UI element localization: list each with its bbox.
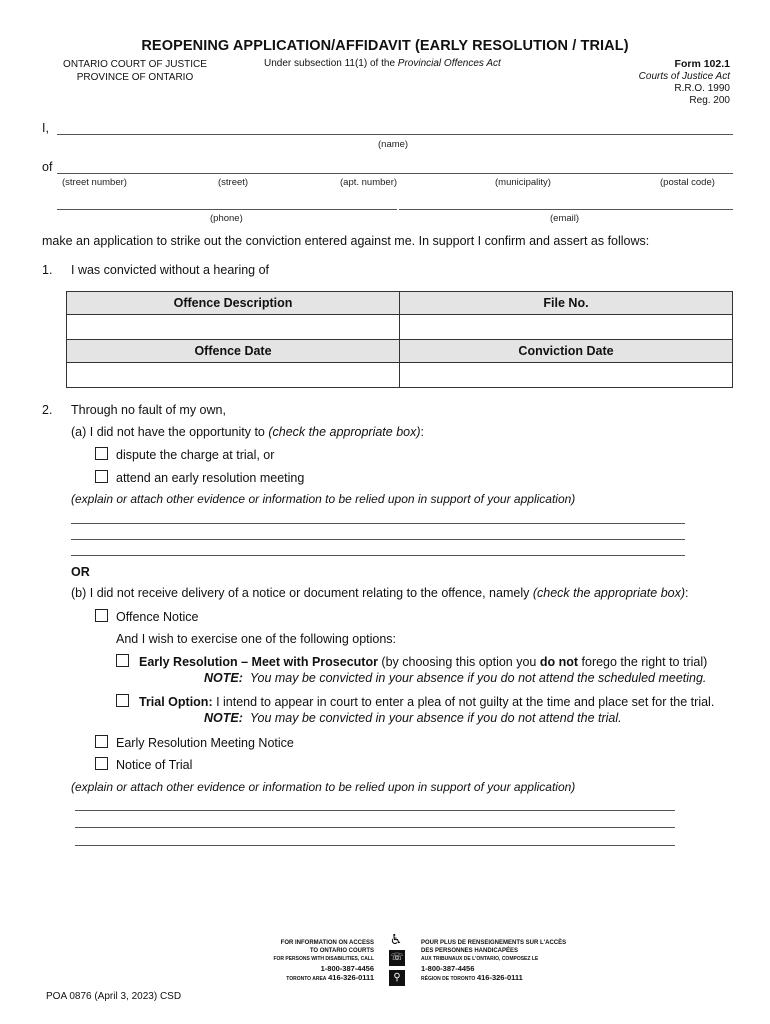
form-title: REOPENING APPLICATION/AFFIDAVIT (EARLY RESOLUTION / TRIAL) bbox=[141, 38, 629, 54]
explain-instruction-a: (explain or attach other evidence or information to be relied upon in support of your application) bbox=[71, 492, 576, 506]
attend-label: attend an early resolution meeting bbox=[116, 471, 305, 485]
name-label: (name) bbox=[378, 139, 409, 150]
early-resolution-text-1: (by choosing this option you bbox=[377, 655, 540, 669]
explain-line-a2[interactable] bbox=[71, 539, 685, 540]
offence-notice-label: Offence Notice bbox=[116, 610, 199, 624]
hearing-icon: ☏ bbox=[389, 950, 405, 966]
footer-fr-line-1: POUR PLUS DE RENSEIGNEMENTS SUR L'ACCÈS bbox=[421, 940, 567, 946]
postal-code-label: (postal code) bbox=[660, 177, 715, 188]
notice-of-trial-label: Notice of Trial bbox=[116, 758, 193, 772]
offence-description-field[interactable] bbox=[67, 315, 400, 340]
footer-en-toronto-label: TORONTO AREA bbox=[286, 976, 327, 982]
er-meeting-notice-label: Early Resolution Meeting Notice bbox=[116, 736, 294, 750]
option-dispute[interactable] bbox=[95, 447, 274, 462]
early-resolution-note-text: You may be convicted in your absence if you do not attend the scheduled meeting. bbox=[249, 671, 707, 685]
mobility-icon: ⚲ bbox=[389, 970, 405, 986]
explain-instruction-b: (explain or attach other evidence or information to be relied upon in support of your application) bbox=[71, 780, 576, 794]
intro-text: make an application to strike out the conviction entered against me. In support I confirm and assert as follows: bbox=[42, 234, 650, 248]
trial-option-text: I intend to appear in court to enter a plea of not guilty at the time and place set for the trial. bbox=[212, 695, 715, 709]
offence-description-header: Offence Description bbox=[67, 292, 400, 315]
option-trial[interactable] bbox=[116, 694, 714, 709]
of-label: of bbox=[42, 160, 53, 174]
footer-fr-line-3: AUX TRIBUNAUX DE L'ONTARIO, COMPOSEZ LE bbox=[421, 956, 539, 962]
section-1-number: 1. bbox=[42, 263, 53, 277]
footer-fr-toronto-label: RÉGION DE TORONTO bbox=[421, 976, 476, 982]
email-field[interactable] bbox=[399, 209, 733, 210]
offence-notice-checkbox[interactable] bbox=[95, 609, 108, 622]
early-resolution-note bbox=[204, 671, 706, 685]
form-code: POA 0876 (April 3, 2023) CSD bbox=[46, 991, 182, 1002]
part-b-suffix: : bbox=[685, 586, 689, 600]
form-number: Form 102.1 bbox=[674, 58, 730, 70]
regulation: Reg. 200 bbox=[689, 95, 730, 106]
i-label: I, bbox=[42, 121, 49, 135]
offence-date-field[interactable] bbox=[67, 363, 400, 388]
subsection-act: Provincial Offences Act bbox=[397, 58, 501, 69]
or-label: OR bbox=[71, 565, 90, 579]
wheelchair-icon: ♿ bbox=[389, 931, 403, 947]
part-a-text bbox=[71, 425, 424, 439]
rro: R.R.O. 1990 bbox=[674, 83, 730, 94]
part-b-prefix: (b) I did not receive delivery of a notice or document relating to the offence, namely bbox=[71, 586, 533, 600]
offence-date-header: Offence Date bbox=[67, 340, 400, 363]
option-notice-of-trial[interactable] bbox=[95, 757, 192, 772]
note-label-2: NOTE: bbox=[204, 711, 243, 725]
trial-note-text: You may be convicted in your absence if you do not attend the trial. bbox=[249, 711, 622, 725]
option-er-meeting-notice[interactable] bbox=[95, 735, 294, 750]
email-label: (email) bbox=[550, 213, 580, 224]
early-resolution-checkbox[interactable] bbox=[116, 654, 129, 667]
explain-line-b2[interactable] bbox=[75, 827, 675, 828]
er-meeting-notice-checkbox[interactable] bbox=[95, 735, 108, 748]
explain-line-b1[interactable] bbox=[75, 810, 675, 811]
court-line-2: PROVINCE OF ONTARIO bbox=[76, 72, 194, 83]
footer-english bbox=[260, 939, 374, 983]
trial-option-checkbox[interactable] bbox=[116, 694, 129, 707]
dispute-label: dispute the charge at trial, or bbox=[116, 448, 275, 462]
accessibility-icons bbox=[389, 932, 407, 986]
explain-line-b3[interactable] bbox=[75, 845, 675, 846]
part-b-italic: (check the appropriate box) bbox=[532, 586, 686, 600]
phone-field[interactable] bbox=[57, 209, 397, 210]
section-2-text: Through no fault of my own, bbox=[71, 403, 226, 417]
part-a-prefix: (a) I did not have the opportunity to bbox=[71, 425, 269, 439]
name-field[interactable] bbox=[57, 134, 733, 135]
municipality-label: (municipality) bbox=[495, 177, 551, 188]
footer-fr-toronto-phone: 416-326-0111 bbox=[476, 973, 523, 982]
conviction-date-field[interactable] bbox=[400, 363, 733, 388]
act-name: Courts of Justice Act bbox=[638, 71, 730, 82]
note-label-1: NOTE: bbox=[204, 671, 243, 685]
early-resolution-do-not: do not bbox=[539, 655, 579, 669]
subsection-prefix: Under subsection 11(1) of the bbox=[264, 58, 398, 69]
court-name bbox=[40, 58, 230, 84]
file-no-field[interactable] bbox=[400, 315, 733, 340]
trial-note bbox=[204, 711, 622, 725]
footer-en-line-3: FOR PERSONS WITH DISABILITIES, CALL bbox=[273, 956, 374, 962]
apt-number-label: (apt. number) bbox=[340, 177, 398, 188]
explain-line-a1[interactable] bbox=[71, 523, 685, 524]
footer-french bbox=[421, 939, 571, 983]
subsection-note bbox=[264, 58, 501, 69]
footer-en-line-2: TO ONTARIO COURTS bbox=[309, 948, 374, 954]
offence-table bbox=[66, 291, 733, 388]
option-offence-notice[interactable] bbox=[95, 609, 198, 624]
phone-label: (phone) bbox=[210, 213, 243, 224]
early-resolution-text-2: forego the right to trial) bbox=[578, 655, 708, 669]
part-b-text bbox=[71, 586, 689, 600]
wish-text: And I wish to exercise one of the following options: bbox=[116, 632, 397, 646]
street-label: (street) bbox=[218, 177, 249, 188]
footer-en-line-1: FOR INFORMATION ON ACCESS bbox=[280, 940, 374, 946]
part-a-suffix: : bbox=[420, 425, 425, 439]
file-no-header: File No. bbox=[400, 292, 733, 315]
footer-en-phone: 1-800-387-4456 bbox=[320, 964, 374, 973]
footer-fr-phone: 1-800-387-4456 bbox=[421, 964, 475, 973]
trial-option-title: Trial Option: bbox=[139, 695, 213, 709]
notice-of-trial-checkbox[interactable] bbox=[95, 757, 108, 770]
early-resolution-title: Early Resolution – Meet with Prosecutor bbox=[139, 655, 378, 669]
explain-line-a3[interactable] bbox=[71, 555, 685, 556]
conviction-date-header: Conviction Date bbox=[400, 340, 733, 363]
section-1-text: I was convicted without a hearing of bbox=[71, 263, 270, 277]
footer-fr-line-2: DES PERSONNES HANDICAPÉES bbox=[421, 948, 519, 954]
dispute-checkbox[interactable] bbox=[95, 447, 108, 460]
option-early-resolution[interactable] bbox=[116, 654, 707, 669]
footer-en-toronto-phone: 416-326-0111 bbox=[328, 973, 374, 982]
part-a-italic: (check the appropriate box) bbox=[268, 425, 421, 439]
attend-checkbox[interactable] bbox=[95, 470, 108, 483]
street-number-label: (street number) bbox=[62, 177, 127, 188]
court-line-1: ONTARIO COURT OF JUSTICE bbox=[63, 59, 207, 70]
option-attend[interactable] bbox=[95, 470, 304, 485]
form-reference bbox=[639, 58, 730, 107]
section-2-number: 2. bbox=[42, 403, 53, 417]
address-field[interactable] bbox=[57, 173, 733, 174]
